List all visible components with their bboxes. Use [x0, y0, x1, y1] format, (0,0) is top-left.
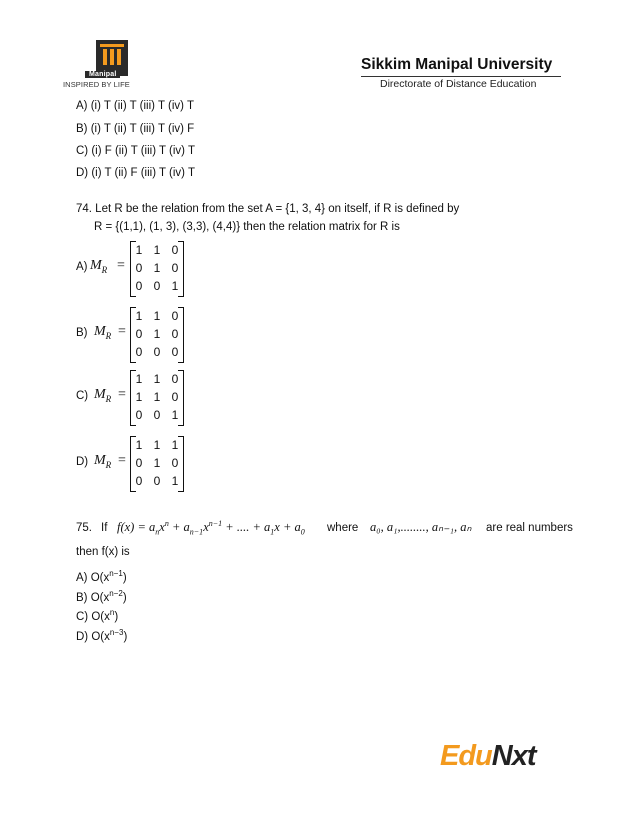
q73-option-c: C) (i) F (ii) T (iii) T (iv) T: [76, 145, 196, 157]
matrix-cell: 0: [135, 345, 143, 359]
matrix-cell: 0: [153, 408, 161, 422]
equals-sign: =: [117, 258, 125, 273]
q74-question-line1: 74. Let R be the relation from the set A = {1, 3, 4} on itself, if R is defined by: [76, 203, 460, 215]
matrix-symbol: $M_R$: [94, 324, 112, 341]
relation-matrix: [130, 436, 184, 490]
matrix-cell: 0: [171, 345, 179, 359]
university-name: Sikkim Manipal University: [361, 56, 553, 73]
edunxt-logo: EduNxt: [440, 740, 536, 772]
matrix-cell: 1: [153, 327, 161, 341]
q73-option-b: B) (i) T (ii) T (iii) T (iv) F: [76, 123, 195, 135]
q74-option-d: [76, 436, 196, 492]
matrix-symbol: $M_R$: [90, 258, 108, 275]
option-label: D): [76, 456, 89, 468]
relation-matrix: [130, 307, 184, 361]
q75-formula: $f(x) = a_nx^n + a_{n-1}x^{n-1}$ + .... + $a_1x + a_0$: [117, 519, 305, 537]
matrix-cell: 1: [135, 372, 143, 386]
matrix-cell: 0: [135, 279, 143, 293]
q74-question-line2: R = {(1,1), (1, 3), (3,3), (4,4)} then the relation matrix for R is: [94, 221, 400, 233]
q75-option-a: A) $O(x^{n-1})$: [76, 569, 127, 584]
matrix-cell: 1: [153, 261, 161, 275]
matrix-symbol: $M_R$: [94, 453, 112, 470]
q75-coefficients: a₀, a₁,........, aₙ₋₁, aₙ: [370, 520, 472, 534]
matrix-cell: 1: [153, 438, 161, 452]
matrix-cell: 0: [171, 243, 179, 257]
matrix-cell: 1: [153, 456, 161, 470]
matrix-cell: 0: [153, 345, 161, 359]
option-label: C): [76, 390, 89, 402]
matrix-cell: 0: [171, 327, 179, 341]
matrix-cell: 0: [153, 474, 161, 488]
relation-matrix: [130, 370, 184, 424]
matrix-cell: 0: [135, 408, 143, 422]
q74-option-c: [76, 370, 196, 426]
logo-word: Manipal: [85, 71, 120, 78]
matrix-cell: 1: [135, 243, 143, 257]
matrix-cell: 1: [135, 390, 143, 404]
header-divider: [361, 76, 561, 77]
option-label: B): [76, 327, 88, 339]
matrix-cell: 1: [153, 372, 161, 386]
q74-option-a: [76, 241, 196, 297]
logo-tagline: INSPIRED BY LIFE: [63, 80, 130, 89]
matrix-cell: 1: [135, 309, 143, 323]
equals-sign: =: [118, 453, 126, 468]
matrix-cell: 0: [153, 279, 161, 293]
matrix-cell: 0: [135, 261, 143, 275]
q73-option-d: D) (i) T (ii) F (iii) T (iv) T: [76, 167, 196, 179]
matrix-cell: 1: [171, 474, 179, 488]
matrix-cell: 1: [171, 279, 179, 293]
matrix-cell: 0: [135, 474, 143, 488]
q75-number: 75.: [76, 522, 92, 534]
matrix-symbol: $M_R$: [94, 387, 112, 404]
q75-question-line2: then f(x) is: [76, 546, 130, 558]
matrix-cell: 1: [153, 309, 161, 323]
matrix-cell: 0: [171, 309, 179, 323]
equals-sign: =: [118, 387, 126, 402]
q75-option-c: C) $O(x^n)$: [76, 608, 119, 623]
relation-matrix: [130, 241, 184, 295]
q75-are-real: are real numbers: [486, 522, 573, 534]
matrix-cell: 1: [171, 408, 179, 422]
option-label: A): [76, 261, 88, 273]
q75-option-b: B) $O(x^{n-2})$: [76, 589, 127, 604]
matrix-cell: 0: [171, 261, 179, 275]
matrix-cell: 0: [171, 456, 179, 470]
q75-where: where: [327, 522, 359, 534]
matrix-cell: 0: [171, 390, 179, 404]
matrix-cell: 0: [171, 372, 179, 386]
matrix-cell: 0: [135, 456, 143, 470]
equals-sign: =: [118, 324, 126, 339]
matrix-cell: 1: [153, 390, 161, 404]
matrix-cell: 1: [153, 243, 161, 257]
matrix-cell: 0: [135, 327, 143, 341]
matrix-cell: 1: [171, 438, 179, 452]
q75-option-d: D) $O(x^{n-3})$: [76, 628, 128, 643]
directorate-name: Directorate of Distance Education: [380, 78, 537, 90]
q74-option-b: [76, 307, 196, 363]
matrix-cell: 1: [135, 438, 143, 452]
q73-option-a: A) (i) T (ii) T (iii) T (iv) T: [76, 100, 194, 112]
q75-if: If: [101, 522, 108, 534]
